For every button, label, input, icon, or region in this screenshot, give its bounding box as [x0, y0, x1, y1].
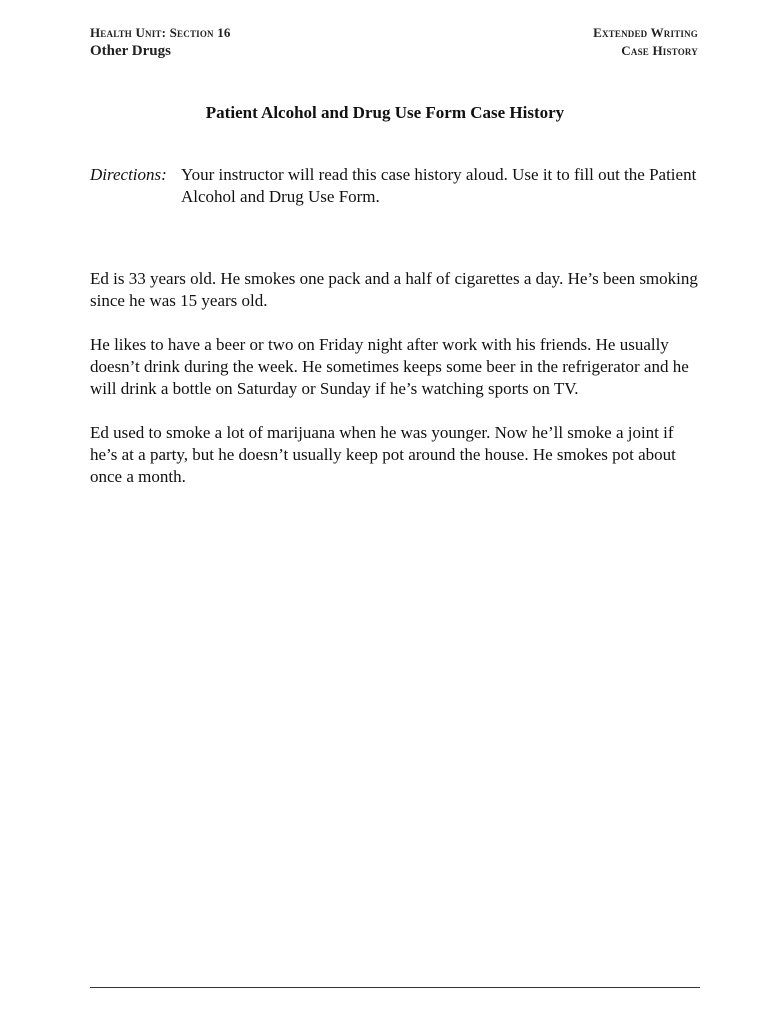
header-left	[90, 24, 231, 60]
directions-block	[90, 164, 700, 208]
directions-text: Your instructor will read this case history aloud. Use it to fill out the Patient Alcohol and Drug Use Form.	[181, 165, 697, 206]
activity-subtype-label: Case History	[621, 43, 698, 58]
unit-title: Other Drugs	[90, 43, 171, 59]
case-history-body	[90, 268, 702, 510]
footer-rule	[90, 987, 700, 988]
paragraph-marijuana: Ed used to smoke a lot of marijuana when he was younger. Now he’ll smoke a joint if he’s at a party, but he doesn’t usually keep pot around the house. He smokes pot about once a month.	[90, 423, 676, 486]
header-right	[593, 24, 698, 60]
directions-label: Directions:	[90, 165, 167, 184]
paragraph-alcohol: He likes to have a beer or two on Friday night after work with his friends. He usually doesn’t drink during the week. He sometimes keeps some beer in the refrigerator and he will drink a bottle on Saturday or Sunday if he’s watching sports on TV.	[90, 335, 689, 398]
activity-type-label: Extended Writing	[593, 25, 698, 40]
page-title: Patient Alcohol and Drug Use Form Case History	[205, 103, 565, 122]
paragraph-smoking: Ed is 33 years old. He smokes one pack and a half of cigarettes a day. He’s been smoking since he was 15 years old.	[90, 269, 698, 310]
unit-section-label: Health Unit: Section 16	[90, 25, 231, 40]
